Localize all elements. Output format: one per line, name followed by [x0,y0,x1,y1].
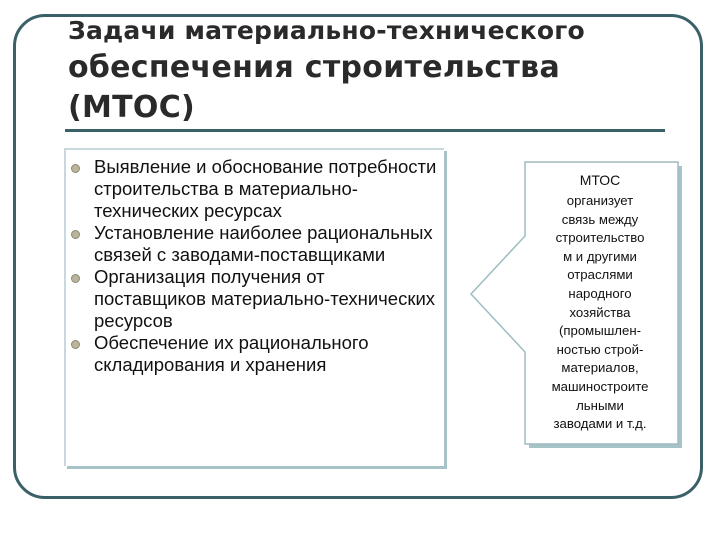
title-divider [65,129,665,132]
list-item-text: Организация получения от поставщиков материально-технических ресурсов [94,266,436,331]
callout-line: хозяйства [569,304,631,320]
list-item [66,266,439,332]
bullet-icon [71,274,80,283]
callout-heading: МТОС [579,172,621,188]
list-item-text: Выявление и обоснование потребности строительства в материально-технических ресурсах [94,156,437,221]
bullet-icon [71,340,80,349]
tasks-list [66,156,439,376]
callout-line: льными [576,397,624,413]
list-item-text: Обеспечение их рационального складирования и хранения [94,332,369,375]
callout-line: организует [566,193,634,208]
callout-line: ностью строй- [556,341,644,357]
slide-title [68,14,708,128]
callout-line: заводами и т.д. [553,416,647,432]
bullet-icon [71,230,80,239]
title-line-1: Задачи материально-технического [68,16,585,45]
callout-line: народного [568,285,632,301]
bullet-icon [71,164,80,173]
title-line-3: (МТОС) [68,90,196,125]
callout-line: материалов, [561,360,639,376]
callout-line: м и другими [563,248,637,264]
callout-line: (промышлен- [558,323,642,339]
title-line-2: обеспечения строительства [68,50,561,85]
callout-line: отраслями [567,267,633,283]
arrow-callout-text [536,170,664,434]
list-item [66,332,439,376]
callout-line: машиностроите [551,378,649,394]
callout-line: связь между [561,211,639,227]
callout-line: строительство [555,230,645,246]
list-item-text: Установление наиболее рациональных связей с заводами-поставщиками [94,222,433,265]
list-item [66,156,439,222]
tasks-textbox [64,148,444,466]
list-item [66,222,439,266]
